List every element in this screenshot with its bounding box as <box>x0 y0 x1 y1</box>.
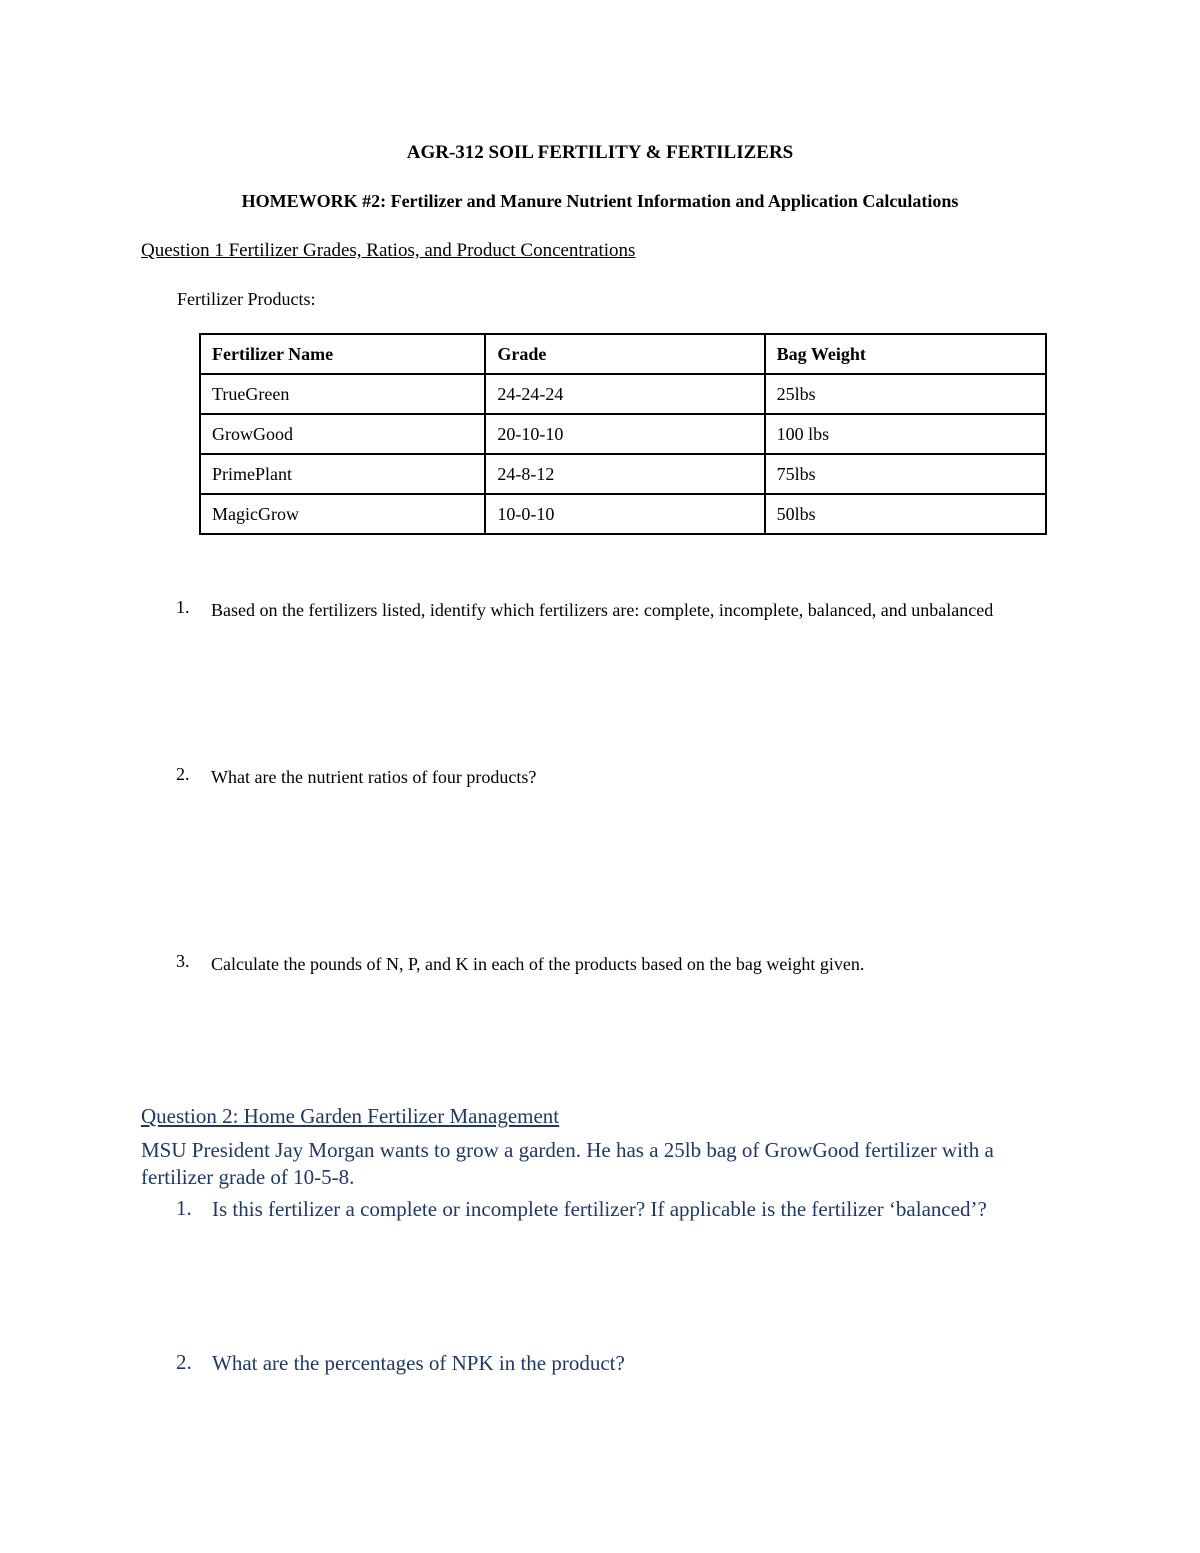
fertilizer-products-label: Fertilizer Products: <box>177 289 316 309</box>
question-2-heading: Question 2: Home Garden Fertilizer Management <box>141 1104 560 1128</box>
cell-fertilizer-name: TrueGreen <box>200 374 485 414</box>
cell-fertilizer-name: MagicGrow <box>200 494 485 534</box>
cell-bag-weight: 75lbs <box>765 454 1046 494</box>
cell-bag-weight: 50lbs <box>765 494 1046 534</box>
homework-subtitle: HOMEWORK #2: Fertilizer and Manure Nutrient Information and Application Calculations <box>241 191 959 211</box>
table-row <box>200 494 1046 534</box>
list-number: 1. <box>176 597 190 617</box>
cell-fertilizer-name: PrimePlant <box>200 454 485 494</box>
list-number: 3. <box>176 951 190 971</box>
list-number: 2. <box>176 764 190 784</box>
cell-bag-weight: 100 lbs <box>765 414 1046 454</box>
table-header-row <box>200 334 1046 374</box>
list-item-text: What are the nutrient ratios of four products? <box>211 767 537 787</box>
question-2-intro: MSU President Jay Morgan wants to grow a garden. He has a 25lb bag of GrowGood fertilizer with a fertilizer grade of 10-5-8. <box>141 1138 994 1189</box>
table-row <box>200 374 1046 414</box>
question-1-heading: Question 1 Fertilizer Grades, Ratios, and Product Concentrations <box>141 240 636 261</box>
question-1-item-2 <box>176 764 1056 794</box>
cell-grade: 10-0-10 <box>485 494 764 534</box>
list-item-text: What are the percentages of NPK in the product? <box>212 1351 625 1375</box>
list-number: 1. <box>176 1196 192 1220</box>
cell-fertilizer-name: GrowGood <box>200 414 485 454</box>
question-2-item-2 <box>176 1350 1056 1380</box>
list-number: 2. <box>176 1350 192 1374</box>
document-title: AGR-312 SOIL FERTILITY & FERTILIZERS <box>406 142 794 163</box>
fertilizer-products-table <box>199 333 1047 535</box>
table-row <box>200 414 1046 454</box>
list-item-text: Based on the fertilizers listed, identify which fertilizers are: complete, incomplete, balanced, and unbalanced <box>211 600 994 620</box>
table-row <box>200 454 1046 494</box>
question-1-item-3 <box>176 951 1056 981</box>
cell-grade: 20-10-10 <box>485 414 764 454</box>
question-2-item-1 <box>176 1196 1056 1256</box>
column-header-grade: Grade <box>485 334 764 374</box>
cell-grade: 24-24-24 <box>485 374 764 414</box>
cell-grade: 24-8-12 <box>485 454 764 494</box>
list-item-text: Calculate the pounds of N, P, and K in each of the products based on the bag weight given. <box>211 954 865 974</box>
column-header-bag-weight: Bag Weight <box>765 334 1046 374</box>
cell-bag-weight: 25lbs <box>765 374 1046 414</box>
question-1-item-1 <box>176 597 1056 657</box>
list-item-text: Is this fertilizer a complete or incomplete fertilizer? If applicable is the fertilizer ‘balanced’? <box>212 1197 987 1221</box>
column-header-fertilizer-name: Fertilizer Name <box>200 334 485 374</box>
